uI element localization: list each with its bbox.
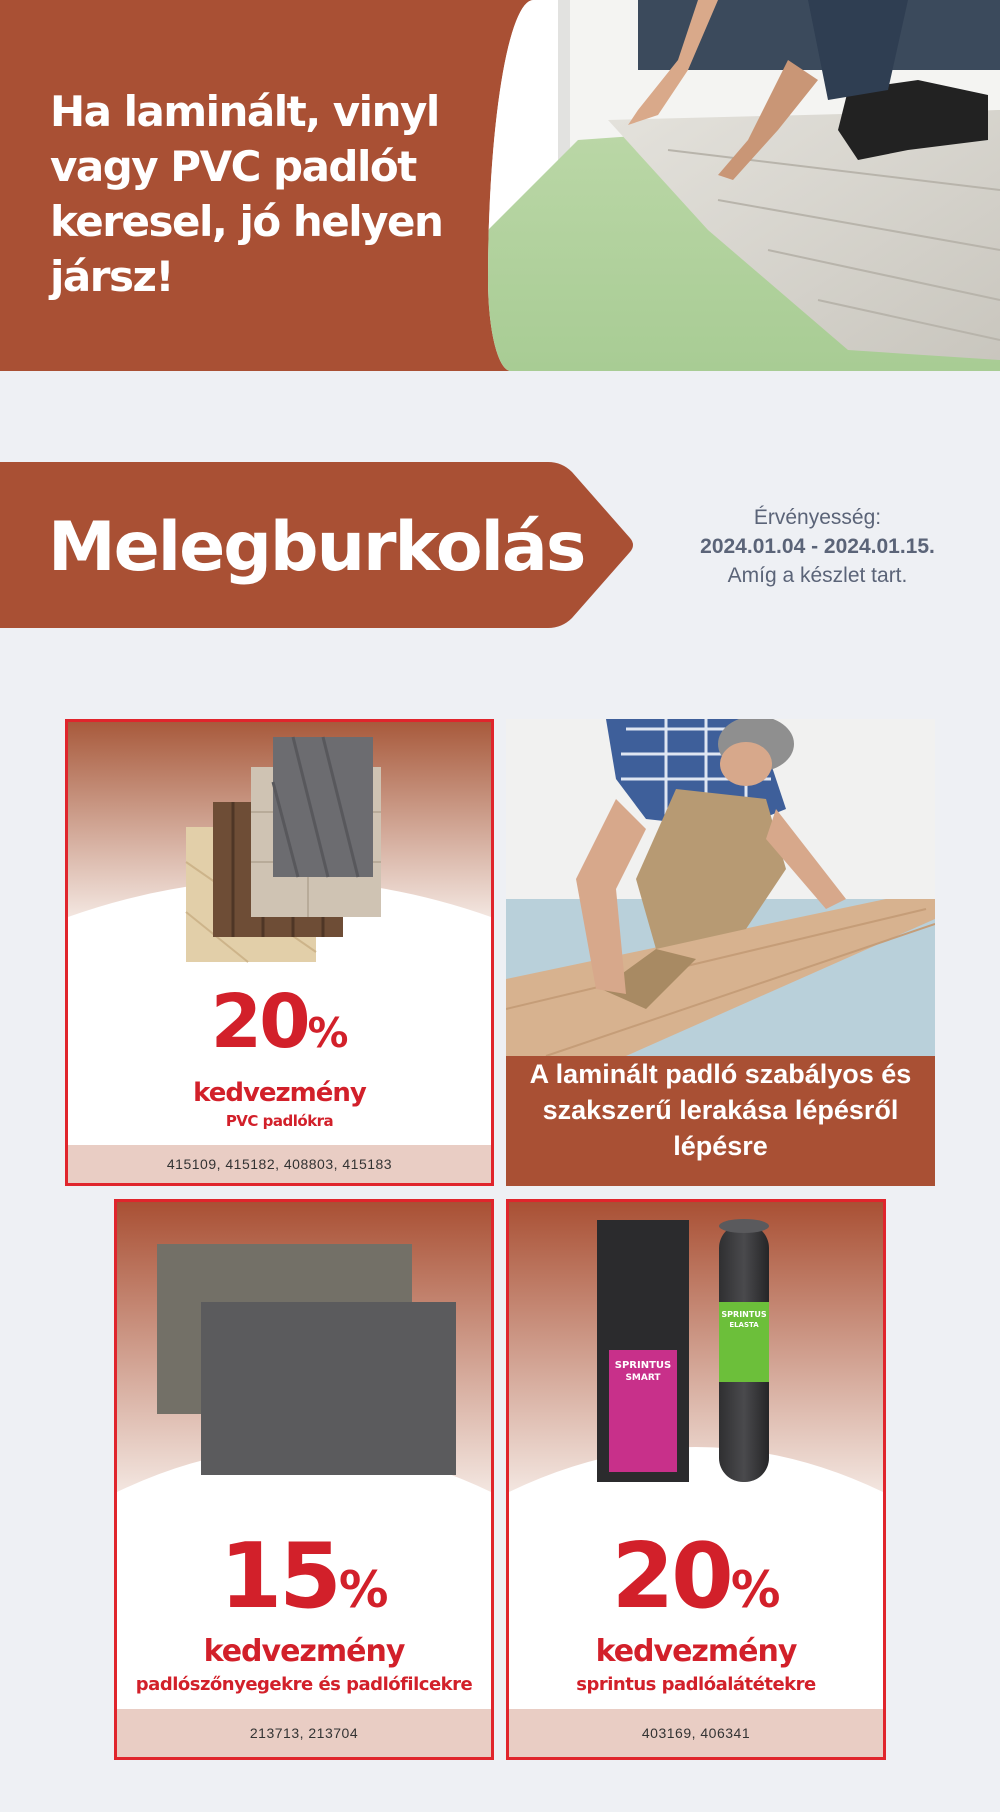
category-banner[interactable] — [0, 462, 636, 628]
product-image-pvc — [68, 722, 491, 982]
discount-percent-value: 20 — [611, 1524, 731, 1629]
discount-label: kedvezmény — [595, 1634, 797, 1669]
hero-banner[interactable] — [0, 0, 1000, 371]
discount-category: PVC padlókra — [225, 1112, 334, 1130]
guide-text: A laminált padló szabályos és szakszerű lerakása lépésről lépésre — [529, 1059, 912, 1161]
smart-model-label: SMART — [625, 1373, 661, 1383]
validity-label: Érvényesség: — [753, 506, 882, 529]
elasta-model-label: ELASTA — [729, 1321, 759, 1329]
product-image-underlay — [509, 1202, 883, 1512]
discount-percent — [509, 1524, 883, 1640]
product-codes: 415109, 415182, 408803, 415183 — [68, 1145, 491, 1183]
discount-label: kedvezmény — [203, 1634, 405, 1669]
discount-percent-sign: % — [307, 1009, 349, 1057]
discount-percent — [68, 979, 491, 1073]
discount-percent-value: 20 — [210, 979, 308, 1065]
hero-title: Ha laminált, vinyl vagy PVC padlót keresel, jó helyen jársz! — [50, 87, 443, 301]
product-codes: 403169, 406341 — [509, 1709, 883, 1757]
discount-percent — [117, 1524, 491, 1640]
discount-percent-value: 15 — [219, 1524, 339, 1629]
product-codes: 213713, 213704 — [117, 1709, 491, 1757]
validity-dates: 2024.01.04 - 2024.01.15. — [700, 535, 935, 558]
laminate-guide-tile[interactable] — [506, 719, 935, 1186]
discount-label: kedvezmény — [193, 1078, 366, 1108]
discount-percent-sign: % — [730, 1561, 781, 1619]
hero-photo — [488, 0, 1000, 371]
discount-category: padlószőnyegekre és padlófilcekre — [135, 1674, 473, 1695]
discount-percent-sign: % — [338, 1561, 389, 1619]
guide-photo — [506, 719, 935, 1056]
validity-note: Amíg a készlet tart. — [727, 564, 908, 587]
banner-title: Melegburkolás — [48, 508, 585, 587]
discount-category: sprintus padlóalátétekre — [576, 1674, 816, 1695]
offer-card-carpet[interactable] — [114, 1199, 494, 1760]
elasta-brand-label: SPRINTUS — [721, 1310, 767, 1319]
offer-card-pvc[interactable] — [65, 719, 494, 1186]
smart-brand-label: SPRINTUS — [614, 1360, 672, 1371]
offer-card-underlay[interactable] — [506, 1199, 886, 1760]
validity-info — [660, 503, 975, 590]
product-image-carpet — [117, 1202, 491, 1512]
